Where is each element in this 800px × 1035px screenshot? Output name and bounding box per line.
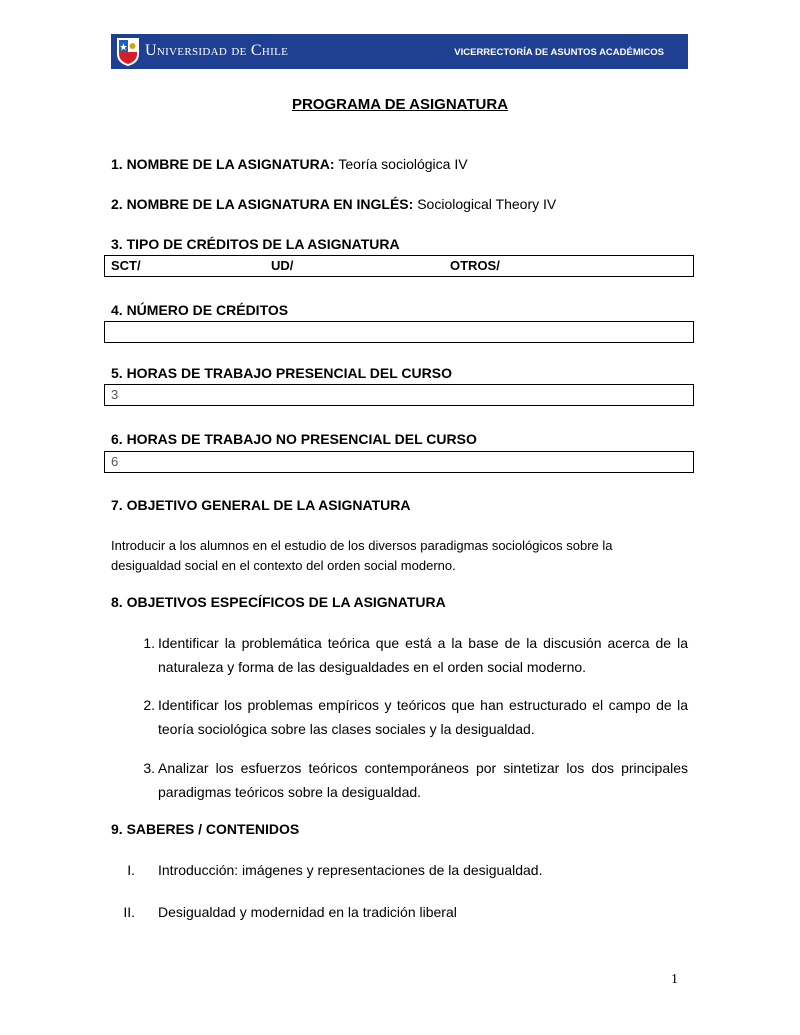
credit-ud: UD/ [271,258,294,273]
page-title: PROGRAMA DE ASIGNATURA [291,96,509,113]
content-item-number: I. [127,862,135,878]
general-objective-line-2: desigualdad social en el contexto del orden social moderno. [111,558,456,573]
credit-type-box [104,255,694,277]
list-item-number: 1. [143,635,155,651]
credit-sct: SCT/ [111,258,141,273]
section-1-label: 1. NOMBRE DE LA ASIGNATURA: [111,156,335,172]
section-3-label: 3. TIPO DE CRÉDITOS DE LA ASIGNATURA [111,236,400,252]
section-2 [111,196,556,212]
general-objective [111,536,691,576]
office-name: VICERRECTORÍA DE ASUNTOS ACADÉMICOS [454,47,664,58]
content-item-text: Desigualdad y modernidad en la tradición liberal [158,904,457,920]
list-item-number: 3. [143,760,155,776]
course-name-english: Sociological Theory IV [417,196,557,212]
content-item-number: II. [123,904,135,920]
presencial-hours-value: 3 [111,387,119,402]
section-8-label: 8. OBJETIVOS ESPECÍFICOS DE LA ASIGNATURA [111,594,446,610]
section-1 [111,156,468,172]
course-name: Teoría sociológica IV [338,156,468,172]
section-2-label: 2. NOMBRE DE LA ASIGNATURA EN INGLÉS: [111,196,414,212]
section-6-label: 6. HORAS DE TRABAJO NO PRESENCIAL DEL CURSO [111,431,477,447]
credits-number-box [104,321,694,343]
list-item-text: Identificar los problemas empíricos y teóricos que han estructurado el campo de la teoría sociológica sobre las clases sociales y la desigualdad. [158,697,688,737]
university-name: Universidad de Chile [145,42,289,59]
section-9-label: 9. SABERES / CONTENIDOS [111,821,300,837]
non-presencial-hours-value: 6 [111,454,119,469]
non-presencial-hours-box [104,451,694,473]
section-4-label: 4. NÚMERO DE CRÉDITOS [111,302,289,318]
university-crest-icon [115,36,141,67]
page-number: 1 [671,972,678,987]
list-item-text: Analizar los esfuerzos teóricos contemporáneos por sintetizar los dos principales paradigmas teóricos sobre la desigualdad. [158,760,688,800]
general-objective-line-1: Introducir a los alumnos en el estudio de los diversos paradigmas sociológicos sobre la [111,538,613,553]
header-banner [111,34,688,69]
presencial-hours-box [104,384,694,406]
section-5-label: 5. HORAS DE TRABAJO PRESENCIAL DEL CURSO [111,365,452,381]
credit-otros: OTROS/ [450,258,500,273]
list-item-number: 2. [143,697,155,713]
list-item-text: Identificar la problemática teórica que está a la base de la discusión acerca de la naturaleza y forma de las desigualdades en el orden social moderno. [158,635,688,675]
section-7-label: 7. OBJETIVO GENERAL DE LA ASIGNATURA [111,497,411,513]
content-item-text: Introducción: imágenes y representaciones de la desigualdad. [158,862,543,878]
